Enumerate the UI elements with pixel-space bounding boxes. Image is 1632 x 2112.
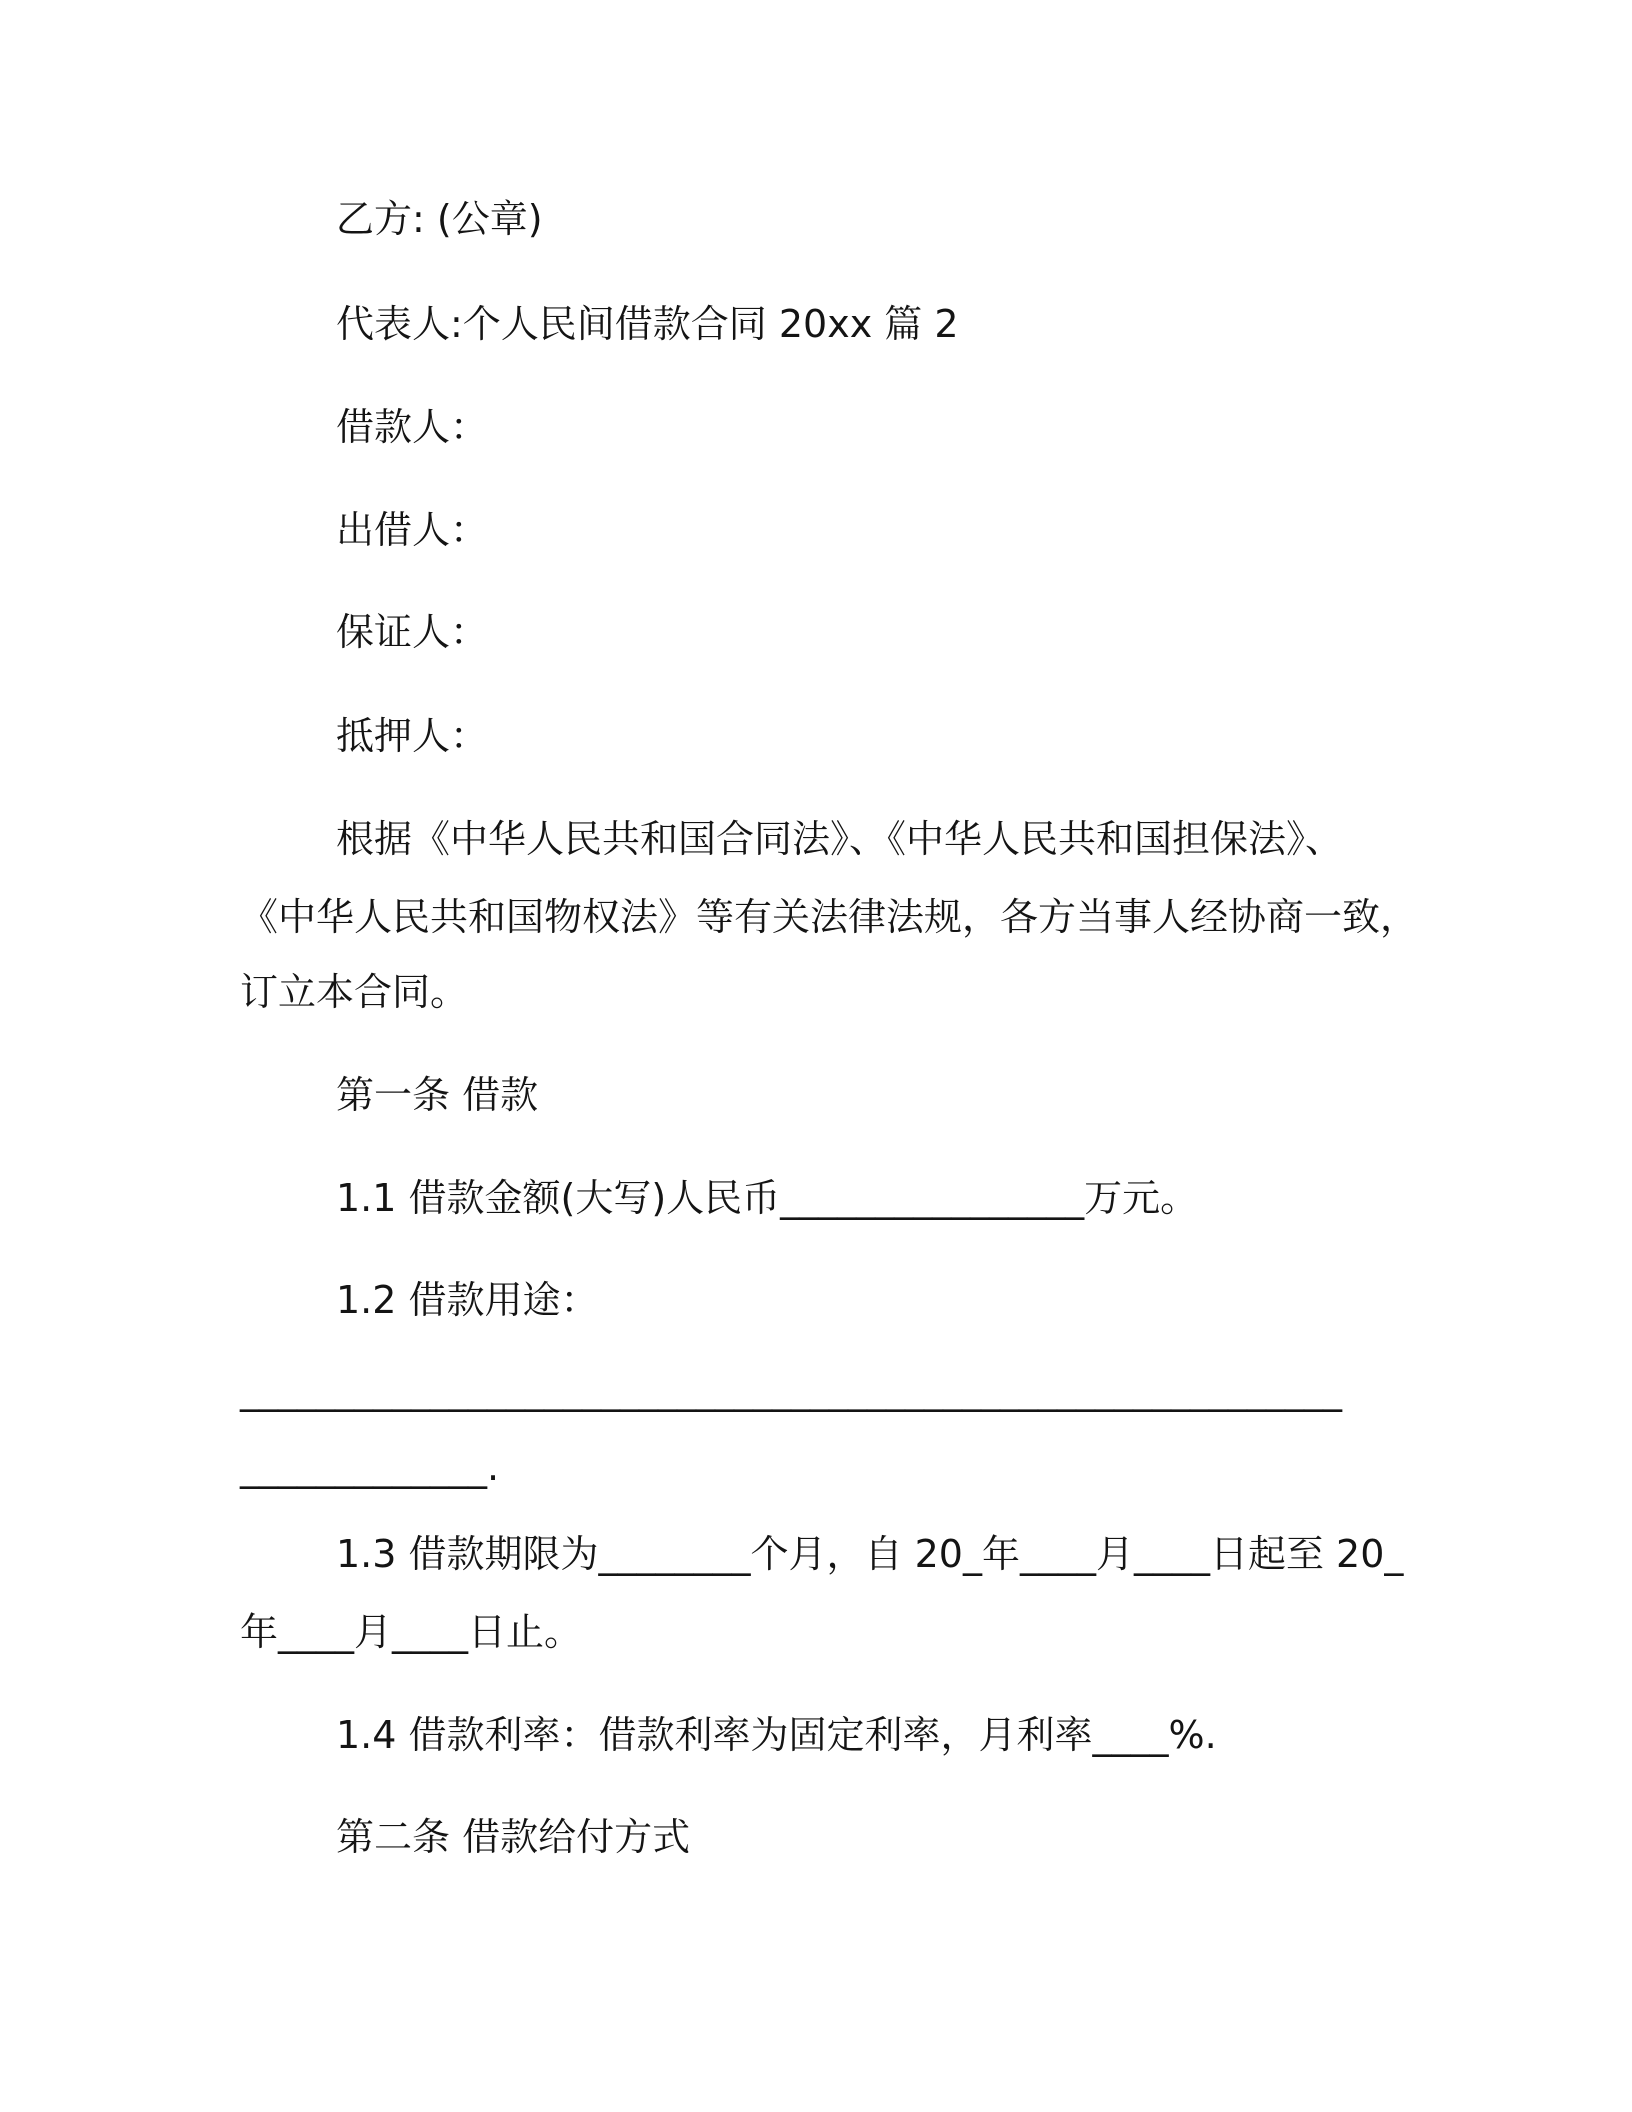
preamble-line-2: 《中华人民共和国物权法》等有关法律法规，各方当事人经协商一致，: [240, 895, 1419, 939]
clause-1-3-line-2: 年____月____日止。: [240, 1610, 583, 1654]
mortgagor-field: 抵押人：: [336, 714, 489, 758]
clause-1-1: 1.1 借款金额(大写)人民币________________万元。: [336, 1176, 1199, 1220]
borrower-field: 借款人：: [336, 405, 489, 449]
preamble-line-3: 订立本合同。: [240, 970, 469, 1014]
clause-1-3-line-1: 1.3 借款期限为________个月，自 20_年____月____日起至 20_: [336, 1532, 1404, 1576]
guarantor-field: 保证人：: [336, 610, 489, 654]
party-b-seal-line: 乙方: (公章): [336, 197, 543, 241]
purpose-blank-line-1: __________________________________________________________: [240, 1368, 1342, 1412]
clause-1-4: 1.4 借款利率：借款利率为固定利率，月利率____%.: [336, 1713, 1217, 1757]
purpose-blank-line-2: _____________.: [240, 1445, 500, 1489]
article-2-heading: 第二条 借款给付方式: [336, 1815, 691, 1859]
clause-1-2: 1.2 借款用途：: [336, 1278, 599, 1322]
preamble-line-1: 根据《中华人民共和国合同法》、《中华人民共和国担保法》、: [336, 817, 1344, 861]
article-1-heading: 第一条 借款: [336, 1073, 539, 1117]
lender-field: 出借人：: [336, 508, 489, 552]
representative-line: 代表人:个人民间借款合同 20xx 篇 2: [336, 302, 959, 346]
